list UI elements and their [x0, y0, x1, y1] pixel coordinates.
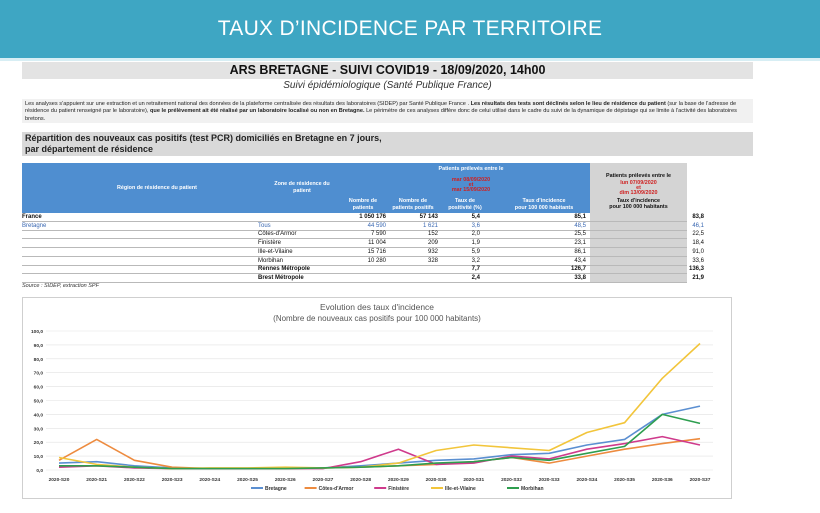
intro-bold-1: Les résultats des tests sont déclinés selon le lieu de résidence du patient [470, 101, 666, 107]
cell-zone: Morbihan [258, 257, 284, 264]
y-tick-label: 50,0 [33, 399, 43, 405]
cell-incidence: 33,8 [574, 274, 586, 281]
legend-label: Finistère [388, 486, 410, 492]
header-incidence [500, 198, 588, 211]
x-tick-label: 2020-S33 [538, 478, 560, 483]
x-tick-label: 2020-S20 [48, 478, 70, 483]
cell-taux: 3,2 [471, 257, 480, 264]
cell-incidence: 25,5 [574, 231, 586, 238]
header-taux-line-2: positivité (%) [448, 204, 482, 211]
cell-positifs: 57 143 [419, 214, 438, 220]
y-tick-label: 10,0 [33, 455, 43, 461]
cell-positifs: 152 [427, 231, 438, 238]
cell-zone: Finistère [258, 240, 282, 247]
legend-label: Morbihan [521, 486, 544, 492]
header-zone [257, 181, 347, 194]
cell-region: France [22, 214, 42, 220]
y-tick-label: 40,0 [33, 413, 43, 419]
header-positifs-line-1: Nombre de [398, 198, 428, 204]
period-1-and: et [468, 182, 474, 188]
cell-positifs: 1 621 [422, 222, 438, 229]
y-tick-label: 0,0 [36, 469, 43, 474]
y-tick-label: 30,0 [33, 427, 43, 433]
cell-incidence: 126,7 [570, 266, 586, 273]
cell-zone: Côtes-d'Armor [258, 231, 297, 238]
cell-taux: 2,0 [471, 231, 480, 238]
cell-zone: Tous [258, 222, 271, 229]
table-row [22, 213, 704, 222]
intro-text-3: Le périmètre de ces analyses diffère donc de celui utilisé dans le cadre du suivi de la dynamique de dépistage qui se limite à l’activité des laboratoires bretons. [25, 108, 737, 122]
header-patients-line-2: patients [352, 204, 374, 211]
intro-paragraph [22, 99, 753, 123]
cell-incidence-previous: 46,1 [692, 222, 704, 229]
document-subtitle: Suivi épidémiologique (Santé Publique France) [283, 80, 492, 91]
header-zone-line-2: patient [293, 187, 311, 194]
cell-zone: Rennes Métropole [258, 266, 311, 273]
table-row [22, 257, 704, 266]
table-row [22, 239, 704, 248]
table-row [22, 265, 704, 274]
cell-incidence: 48,5 [574, 222, 586, 229]
cell-taux: 7,7 [471, 266, 480, 273]
y-tick-label: 20,0 [33, 441, 43, 447]
table-row [22, 230, 704, 239]
cell-zone: Ille-et-Vilaine [258, 248, 293, 255]
legend-label: Ille-et-Vilaine [445, 486, 476, 492]
chart-title: Evolution des taux d'incidence [319, 302, 435, 312]
header-patients-line-1: Nombre de [348, 198, 378, 204]
cell-incidence-previous: 18,4 [692, 240, 704, 247]
y-tick-label: 70,0 [33, 371, 43, 377]
x-tick-label: 2020-S24 [199, 478, 221, 483]
cell-incidence-previous: 21,9 [692, 274, 704, 281]
header-incidence-line-1: Taux d'incidence [522, 198, 566, 204]
incidence-chart-svg [23, 298, 731, 498]
header-incidence-line-2: pour 100 000 habitants [514, 204, 574, 211]
document-title: ARS BRETAGNE - SUIVI COVID19 - 18/09/2020, 14h00 [22, 62, 753, 79]
x-tick-label: 2020-S29 [387, 478, 409, 483]
x-tick-label: 2020-S35 [614, 478, 635, 483]
cell-patients: 10 280 [367, 257, 386, 264]
cell-taux: 5,4 [471, 214, 480, 220]
cell-taux: 1,9 [471, 240, 480, 247]
x-tick-label: 2020-S22 [124, 478, 145, 483]
x-tick-label: 2020-S36 [651, 478, 673, 483]
y-tick-label: 100,0 [30, 330, 43, 335]
period-2-start: lun 07/09/2020 [620, 179, 657, 186]
cell-incidence-previous: 33,6 [692, 257, 704, 264]
cell-patients: 7 590 [370, 231, 386, 238]
x-tick-label: 2020-S25 [237, 478, 258, 483]
incidence-chart [22, 297, 732, 499]
cell-zone: Brest Métropole [258, 274, 304, 281]
x-tick-label: 2020-S23 [161, 478, 183, 483]
period-1-end: mar 15/09/2020 [451, 187, 491, 193]
period-2-col-line-1: Taux d'incidence [616, 197, 661, 204]
intro-bold-2: que le prélèvement ait été réalisé par un laboratoire localisé ou non en Bretagne. [150, 108, 365, 115]
series-line-bretagne [59, 406, 700, 469]
cell-incidence-previous: 22,5 [692, 231, 704, 238]
cell-taux: 2,4 [471, 274, 480, 281]
intro-text-1: Les analyses s’appuient sur une extraction et un retraitement national des données de la plateforme centralisée des résultats des laboratoires (SIDEP) par Santé Publique France . [25, 101, 471, 107]
intro-text-2: (sur la base de l’adresse de résidence du patient renseigné par le laboratoire), [25, 101, 737, 115]
period-2-end: dim 13/09/2020 [619, 190, 658, 196]
y-tick-label: 60,0 [33, 385, 43, 391]
cell-positifs: 209 [427, 240, 438, 247]
slide-title: TAUX D’INCIDENCE PAR TERRITOIRE [0, 0, 820, 58]
section-heading [22, 132, 753, 156]
table-row [22, 222, 704, 231]
y-tick-label: 80,0 [33, 357, 43, 363]
header-period-2 [590, 173, 687, 211]
period-2-col-line-2: pour 100 000 habitants [609, 204, 668, 210]
section-heading-line-1: Répartition des nouveaux cas positifs (test PCR) domiciliés en Bretagne en 7 jours, [25, 133, 382, 143]
cell-patients: 11 004 [368, 240, 386, 247]
cell-incidence: 43,4 [574, 257, 586, 264]
period-2-and: et [636, 185, 641, 191]
cell-taux: 5,9 [471, 248, 480, 255]
table-row [22, 274, 704, 283]
period-2-title: Patients prélevés entre le [605, 173, 672, 179]
cell-incidence: 85,1 [574, 214, 586, 220]
table-header [22, 163, 590, 213]
cell-taux: 3,6 [471, 222, 480, 229]
x-tick-label: 2020-S31 [463, 478, 485, 483]
cell-incidence: 86,1 [574, 248, 586, 255]
header-zone-line-1: Zone de résidence du [274, 181, 330, 187]
chart-subtitle: (Nombre de nouveaux cas positifs pour 100 000 habitants) [273, 314, 481, 323]
cell-incidence: 23,1 [574, 240, 586, 247]
cell-positifs: 328 [427, 257, 438, 264]
cell-patients: 15 716 [367, 248, 386, 255]
series-line-morbihan [59, 414, 700, 468]
x-tick-label: 2020-S26 [274, 478, 296, 483]
x-tick-label: 2020-S34 [576, 478, 598, 483]
header-period-1 [352, 166, 590, 194]
x-tick-label: 2020-S37 [689, 478, 711, 483]
header-positifs [388, 198, 438, 211]
y-tick-label: 90,0 [33, 343, 43, 349]
header-patients [340, 198, 386, 211]
cell-incidence-previous: 91,0 [692, 248, 704, 255]
header-region: Région de résidence du patient [117, 185, 197, 191]
x-tick-label: 2020-S30 [425, 478, 447, 483]
period-1-title: Patients prélevés entre le [438, 166, 504, 172]
cell-positifs: 932 [427, 248, 438, 255]
header-taux [440, 198, 490, 211]
header-positifs-line-2: patients positifs [392, 204, 434, 211]
x-tick-label: 2020-S27 [312, 478, 334, 483]
banner-divider [0, 58, 820, 61]
x-tick-label: 2020-S32 [501, 478, 522, 483]
header-taux-line-1: Taux de [455, 198, 475, 204]
period-1-start: mar 08/09/2020 [451, 176, 491, 183]
cell-incidence-previous: 83,8 [692, 214, 704, 220]
table-source: Source : SIDEP, extraction SPF [22, 283, 99, 289]
section-heading-line-2: par département de résidence [25, 144, 154, 154]
x-tick-label: 2020-S21 [86, 478, 108, 483]
x-tick-label: 2020-S28 [350, 478, 372, 483]
legend-label: Côtes-d'Armor [318, 486, 354, 492]
table-header-previous [590, 163, 687, 213]
legend-label: Bretagne [265, 486, 287, 492]
table-row [22, 248, 704, 257]
cell-patients: 44 590 [367, 222, 386, 229]
cell-patients: 1 050 176 [359, 214, 386, 220]
cell-region: Bretagne [22, 222, 47, 229]
cell-incidence-previous: 136,3 [688, 266, 704, 273]
